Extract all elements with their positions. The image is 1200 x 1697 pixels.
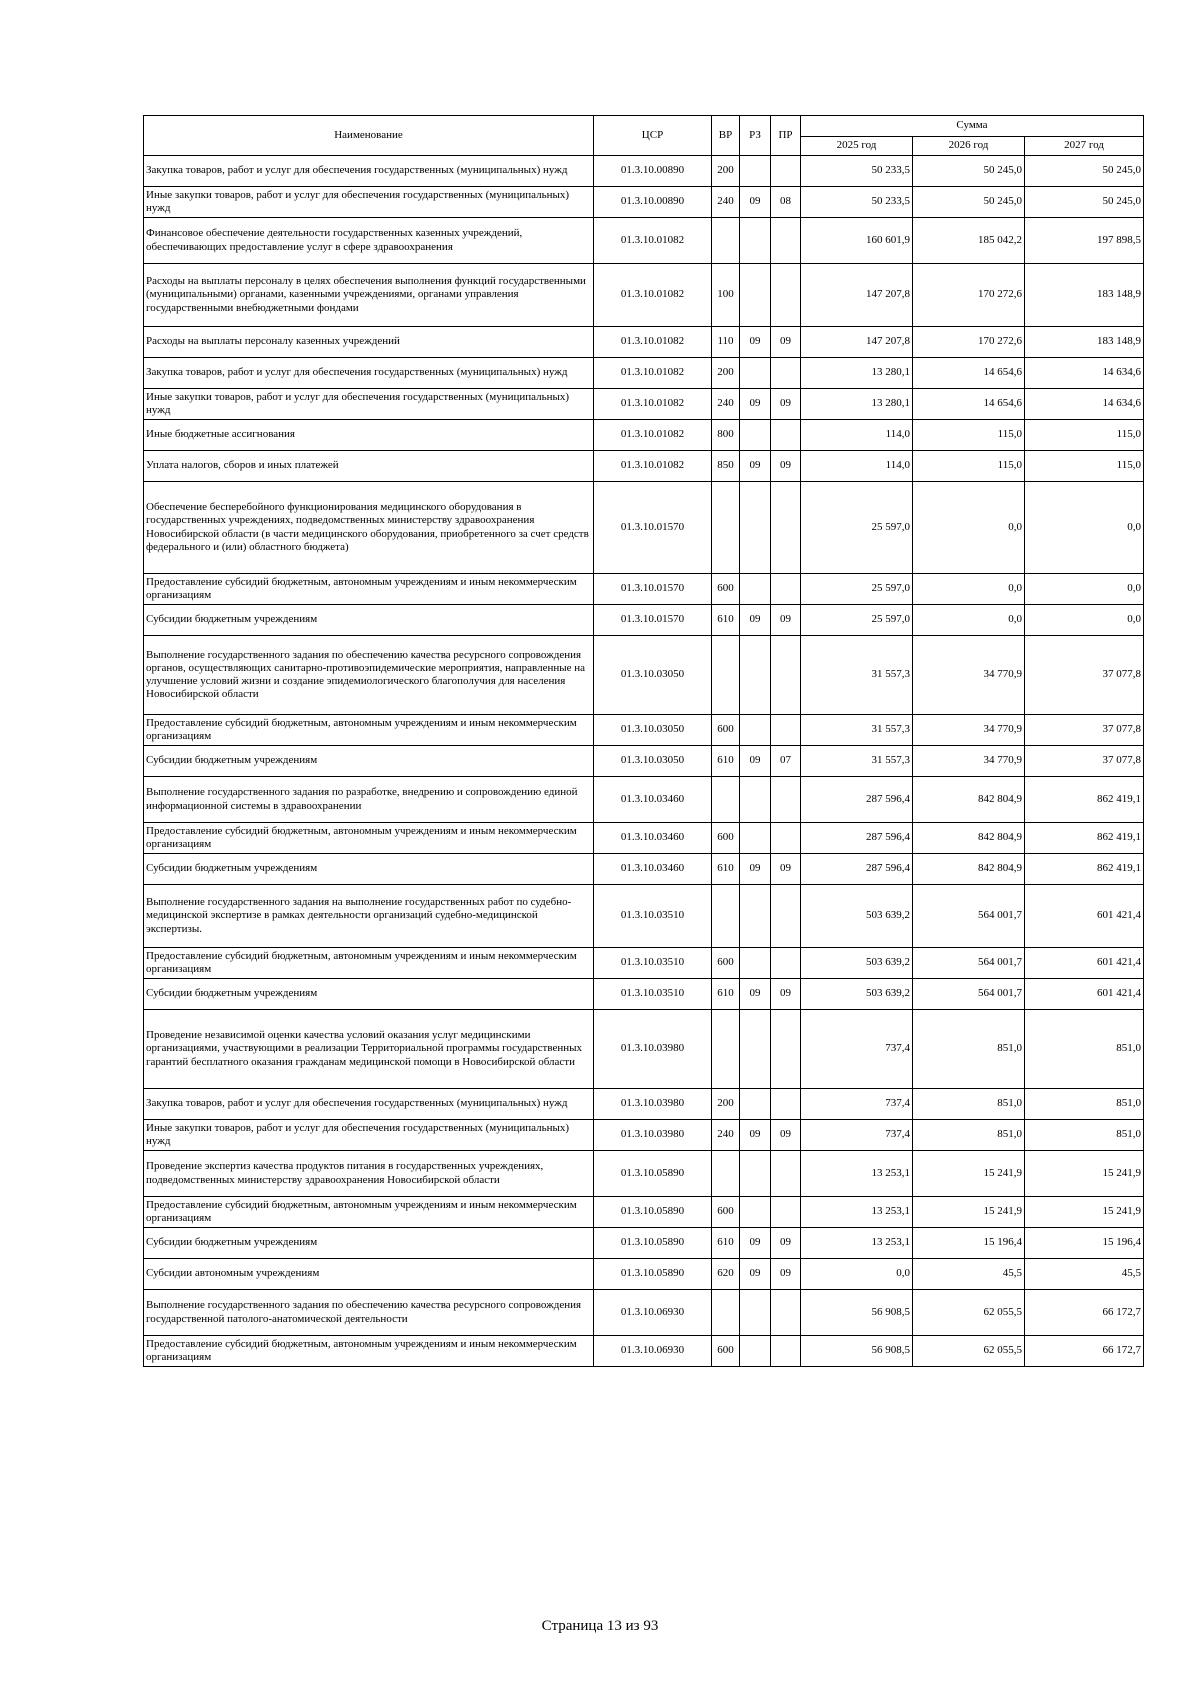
cell-2025: 0,0 bbox=[801, 1259, 913, 1290]
cell-csr: 01.3.10.03050 bbox=[594, 636, 712, 715]
cell-pr bbox=[771, 1010, 801, 1089]
cell-pr bbox=[771, 715, 801, 746]
cell-csr: 01.3.10.06930 bbox=[594, 1336, 712, 1367]
cell-2025: 503 639,2 bbox=[801, 948, 913, 979]
cell-vr: 110 bbox=[712, 327, 740, 358]
cell-name: Предоставление субсидий бюджетным, автономным учреждениям и иным некоммерческим организациям bbox=[144, 715, 594, 746]
cell-pr: 09 bbox=[771, 605, 801, 636]
cell-2025: 287 596,4 bbox=[801, 823, 913, 854]
table-body bbox=[144, 156, 1144, 1367]
cell-csr: 01.3.10.06930 bbox=[594, 1290, 712, 1336]
cell-rz bbox=[740, 1010, 771, 1089]
cell-2026: 15 196,4 bbox=[913, 1228, 1025, 1259]
cell-2026: 34 770,9 bbox=[913, 746, 1025, 777]
cell-2026: 564 001,7 bbox=[913, 979, 1025, 1010]
table-row bbox=[144, 636, 1144, 715]
cell-pr bbox=[771, 885, 801, 948]
cell-name: Уплата налогов, сборов и иных платежей bbox=[144, 451, 594, 482]
cell-2025: 31 557,3 bbox=[801, 746, 913, 777]
cell-vr: 800 bbox=[712, 420, 740, 451]
cell-rz: 09 bbox=[740, 1228, 771, 1259]
cell-vr bbox=[712, 1290, 740, 1336]
cell-vr bbox=[712, 482, 740, 574]
table-row bbox=[144, 1089, 1144, 1120]
cell-name: Субсидии бюджетным учреждениям bbox=[144, 746, 594, 777]
cell-2025: 50 233,5 bbox=[801, 187, 913, 218]
cell-vr bbox=[712, 777, 740, 823]
cell-rz: 09 bbox=[740, 1259, 771, 1290]
cell-rz bbox=[740, 636, 771, 715]
cell-2026: 50 245,0 bbox=[913, 156, 1025, 187]
table-row bbox=[144, 948, 1144, 979]
table-row bbox=[144, 1336, 1144, 1367]
cell-2025: 114,0 bbox=[801, 451, 913, 482]
cell-2026: 0,0 bbox=[913, 605, 1025, 636]
table-row bbox=[144, 327, 1144, 358]
cell-rz bbox=[740, 823, 771, 854]
cell-vr: 240 bbox=[712, 389, 740, 420]
cell-2027: 601 421,4 bbox=[1025, 948, 1144, 979]
cell-2026: 564 001,7 bbox=[913, 885, 1025, 948]
cell-vr: 610 bbox=[712, 979, 740, 1010]
cell-pr bbox=[771, 482, 801, 574]
header-year-2026: 2026 год bbox=[913, 137, 1025, 156]
cell-vr: 200 bbox=[712, 156, 740, 187]
cell-pr: 09 bbox=[771, 389, 801, 420]
cell-csr: 01.3.10.03980 bbox=[594, 1089, 712, 1120]
cell-vr bbox=[712, 1010, 740, 1089]
cell-2027: 851,0 bbox=[1025, 1120, 1144, 1151]
cell-rz bbox=[740, 358, 771, 389]
cell-2026: 564 001,7 bbox=[913, 948, 1025, 979]
cell-pr: 09 bbox=[771, 1120, 801, 1151]
cell-pr bbox=[771, 1151, 801, 1197]
cell-2027: 15 196,4 bbox=[1025, 1228, 1144, 1259]
cell-pr bbox=[771, 636, 801, 715]
cell-2027: 862 419,1 bbox=[1025, 777, 1144, 823]
cell-rz: 09 bbox=[740, 451, 771, 482]
cell-name: Субсидии бюджетным учреждениям bbox=[144, 854, 594, 885]
cell-csr: 01.3.10.03050 bbox=[594, 715, 712, 746]
table-row bbox=[144, 885, 1144, 948]
header-sum: Сумма bbox=[801, 116, 1144, 137]
cell-csr: 01.3.10.01082 bbox=[594, 327, 712, 358]
cell-2025: 50 233,5 bbox=[801, 156, 913, 187]
cell-2027: 601 421,4 bbox=[1025, 979, 1144, 1010]
cell-vr: 610 bbox=[712, 605, 740, 636]
table-row bbox=[144, 218, 1144, 264]
cell-2025: 737,4 bbox=[801, 1010, 913, 1089]
cell-vr: 600 bbox=[712, 1336, 740, 1367]
cell-2026: 851,0 bbox=[913, 1120, 1025, 1151]
cell-name: Проведение экспертиз качества продуктов питания в государственных учреждениях, подведомственных министерству здравоохранения Новосибирской области bbox=[144, 1151, 594, 1197]
cell-2026: 170 272,6 bbox=[913, 264, 1025, 327]
cell-vr: 600 bbox=[712, 823, 740, 854]
table-row bbox=[144, 854, 1144, 885]
cell-name: Иные закупки товаров, работ и услуг для обеспечения государственных (муниципальных) нужд bbox=[144, 389, 594, 420]
cell-name: Иные закупки товаров, работ и услуг для обеспечения государственных (муниципальных) нужд bbox=[144, 1120, 594, 1151]
cell-name: Субсидии автономным учреждениям bbox=[144, 1259, 594, 1290]
cell-vr: 600 bbox=[712, 948, 740, 979]
cell-csr: 01.3.10.01570 bbox=[594, 482, 712, 574]
cell-2027: 197 898,5 bbox=[1025, 218, 1144, 264]
cell-2026: 842 804,9 bbox=[913, 854, 1025, 885]
cell-csr: 01.3.10.03050 bbox=[594, 746, 712, 777]
cell-pr bbox=[771, 574, 801, 605]
cell-csr: 01.3.10.05890 bbox=[594, 1197, 712, 1228]
cell-name: Предоставление субсидий бюджетным, автономным учреждениям и иным некоммерческим организациям bbox=[144, 574, 594, 605]
cell-2025: 287 596,4 bbox=[801, 777, 913, 823]
cell-2027: 115,0 bbox=[1025, 451, 1144, 482]
table-row bbox=[144, 605, 1144, 636]
cell-2025: 31 557,3 bbox=[801, 715, 913, 746]
cell-2025: 160 601,9 bbox=[801, 218, 913, 264]
table-row bbox=[144, 746, 1144, 777]
cell-2027: 66 172,7 bbox=[1025, 1336, 1144, 1367]
cell-pr bbox=[771, 1089, 801, 1120]
cell-rz bbox=[740, 885, 771, 948]
cell-vr: 240 bbox=[712, 1120, 740, 1151]
table-row bbox=[144, 420, 1144, 451]
cell-csr: 01.3.10.00890 bbox=[594, 187, 712, 218]
table-row bbox=[144, 482, 1144, 574]
cell-name: Субсидии бюджетным учреждениям bbox=[144, 979, 594, 1010]
page-number: Страница 13 из 93 bbox=[541, 1618, 659, 1634]
cell-rz: 09 bbox=[740, 389, 771, 420]
cell-2025: 737,4 bbox=[801, 1089, 913, 1120]
cell-rz bbox=[740, 948, 771, 979]
table-row bbox=[144, 264, 1144, 327]
cell-name: Закупка товаров, работ и услуг для обеспечения государственных (муниципальных) нужд bbox=[144, 358, 594, 389]
cell-2026: 842 804,9 bbox=[913, 777, 1025, 823]
cell-csr: 01.3.10.05890 bbox=[594, 1228, 712, 1259]
cell-2025: 147 207,8 bbox=[801, 264, 913, 327]
cell-2027: 115,0 bbox=[1025, 420, 1144, 451]
cell-rz bbox=[740, 1197, 771, 1228]
cell-name: Выполнение государственного задания по обеспечению качества ресурсного сопровождения государственной патолого-анатомической деятельности bbox=[144, 1290, 594, 1336]
cell-name: Выполнение государственного задания по разработке, внедрению и сопровождению единой информационной системы в здравоохранении bbox=[144, 777, 594, 823]
cell-csr: 01.3.10.03460 bbox=[594, 777, 712, 823]
cell-pr bbox=[771, 823, 801, 854]
cell-2027: 15 241,9 bbox=[1025, 1151, 1144, 1197]
cell-pr bbox=[771, 1290, 801, 1336]
cell-name: Субсидии бюджетным учреждениям bbox=[144, 605, 594, 636]
cell-rz bbox=[740, 1336, 771, 1367]
cell-pr bbox=[771, 156, 801, 187]
cell-name: Расходы на выплаты персоналу казенных учреждений bbox=[144, 327, 594, 358]
header-year-2025: 2025 год bbox=[801, 137, 913, 156]
cell-rz bbox=[740, 574, 771, 605]
cell-2026: 851,0 bbox=[913, 1010, 1025, 1089]
cell-csr: 01.3.10.05890 bbox=[594, 1151, 712, 1197]
cell-2026: 34 770,9 bbox=[913, 636, 1025, 715]
table-row bbox=[144, 451, 1144, 482]
cell-rz bbox=[740, 1290, 771, 1336]
cell-rz bbox=[740, 156, 771, 187]
table-row bbox=[144, 1259, 1144, 1290]
cell-vr: 600 bbox=[712, 574, 740, 605]
cell-2026: 115,0 bbox=[913, 420, 1025, 451]
cell-2027: 45,5 bbox=[1025, 1259, 1144, 1290]
cell-csr: 01.3.10.01570 bbox=[594, 605, 712, 636]
cell-2027: 601 421,4 bbox=[1025, 885, 1144, 948]
cell-name: Обеспечение бесперебойного функционирования медицинского оборудования в государственных учреждениях, подведомственных министерству здравоохранения Новосибирской области (в части медицинского оборудования, приобретенного за счет средств федерального и (или) областного бюджета) bbox=[144, 482, 594, 574]
cell-csr: 01.3.10.03460 bbox=[594, 823, 712, 854]
cell-csr: 01.3.10.03510 bbox=[594, 948, 712, 979]
cell-pr bbox=[771, 264, 801, 327]
cell-2025: 503 639,2 bbox=[801, 979, 913, 1010]
cell-pr: 09 bbox=[771, 979, 801, 1010]
cell-rz: 09 bbox=[740, 979, 771, 1010]
table-row bbox=[144, 777, 1144, 823]
cell-vr: 200 bbox=[712, 358, 740, 389]
cell-2025: 25 597,0 bbox=[801, 605, 913, 636]
cell-name: Финансовое обеспечение деятельности государственных казенных учреждений, обеспечивающих предоставление услуг в сфере здравоохранения bbox=[144, 218, 594, 264]
cell-csr: 01.3.10.01082 bbox=[594, 420, 712, 451]
cell-name: Предоставление субсидий бюджетным, автономным учреждениям и иным некоммерческим организациям bbox=[144, 1336, 594, 1367]
table-row bbox=[144, 1151, 1144, 1197]
cell-2026: 45,5 bbox=[913, 1259, 1025, 1290]
cell-name: Предоставление субсидий бюджетным, автономным учреждениям и иным некоммерческим организациям bbox=[144, 823, 594, 854]
cell-csr: 01.3.10.01082 bbox=[594, 451, 712, 482]
table-row bbox=[144, 1010, 1144, 1089]
cell-2025: 13 280,1 bbox=[801, 389, 913, 420]
cell-2025: 13 253,1 bbox=[801, 1197, 913, 1228]
cell-2027: 50 245,0 bbox=[1025, 187, 1144, 218]
cell-pr bbox=[771, 358, 801, 389]
table-row bbox=[144, 1290, 1144, 1336]
cell-vr bbox=[712, 218, 740, 264]
table-row bbox=[144, 979, 1144, 1010]
cell-pr: 09 bbox=[771, 327, 801, 358]
cell-2027: 37 077,8 bbox=[1025, 636, 1144, 715]
table-row bbox=[144, 1197, 1144, 1228]
cell-csr: 01.3.10.03460 bbox=[594, 854, 712, 885]
cell-csr: 01.3.10.03510 bbox=[594, 979, 712, 1010]
cell-2027: 862 419,1 bbox=[1025, 854, 1144, 885]
cell-name: Иные бюджетные ассигнования bbox=[144, 420, 594, 451]
table-row bbox=[144, 715, 1144, 746]
cell-csr: 01.3.10.01082 bbox=[594, 218, 712, 264]
cell-vr: 600 bbox=[712, 715, 740, 746]
cell-name: Закупка товаров, работ и услуг для обеспечения государственных (муниципальных) нужд bbox=[144, 156, 594, 187]
cell-csr: 01.3.10.00890 bbox=[594, 156, 712, 187]
cell-name: Иные закупки товаров, работ и услуг для обеспечения государственных (муниципальных) нужд bbox=[144, 187, 594, 218]
header-rz: РЗ bbox=[740, 116, 771, 156]
cell-csr: 01.3.10.05890 bbox=[594, 1259, 712, 1290]
cell-2027: 183 148,9 bbox=[1025, 327, 1144, 358]
cell-2025: 13 253,1 bbox=[801, 1228, 913, 1259]
table-row bbox=[144, 358, 1144, 389]
table-row bbox=[144, 156, 1144, 187]
cell-2027: 862 419,1 bbox=[1025, 823, 1144, 854]
cell-vr bbox=[712, 885, 740, 948]
cell-2027: 0,0 bbox=[1025, 605, 1144, 636]
cell-name: Предоставление субсидий бюджетным, автономным учреждениям и иным некоммерческим организациям bbox=[144, 1197, 594, 1228]
table-row bbox=[144, 823, 1144, 854]
header-csr: ЦСР bbox=[594, 116, 712, 156]
cell-vr: 240 bbox=[712, 187, 740, 218]
cell-pr bbox=[771, 1197, 801, 1228]
cell-csr: 01.3.10.03980 bbox=[594, 1010, 712, 1089]
header-row bbox=[144, 116, 1144, 137]
cell-pr bbox=[771, 420, 801, 451]
cell-pr: 09 bbox=[771, 1228, 801, 1259]
cell-2025: 25 597,0 bbox=[801, 574, 913, 605]
cell-pr: 09 bbox=[771, 451, 801, 482]
cell-2026: 842 804,9 bbox=[913, 823, 1025, 854]
cell-vr bbox=[712, 636, 740, 715]
cell-rz: 09 bbox=[740, 1120, 771, 1151]
cell-2025: 56 908,5 bbox=[801, 1290, 913, 1336]
cell-pr: 08 bbox=[771, 187, 801, 218]
cell-2025: 25 597,0 bbox=[801, 482, 913, 574]
cell-2026: 14 654,6 bbox=[913, 358, 1025, 389]
cell-vr: 850 bbox=[712, 451, 740, 482]
cell-pr: 09 bbox=[771, 854, 801, 885]
cell-2026: 15 241,9 bbox=[913, 1151, 1025, 1197]
cell-2025: 147 207,8 bbox=[801, 327, 913, 358]
cell-2025: 13 253,1 bbox=[801, 1151, 913, 1197]
cell-vr: 200 bbox=[712, 1089, 740, 1120]
cell-2026: 851,0 bbox=[913, 1089, 1025, 1120]
cell-2027: 14 634,6 bbox=[1025, 389, 1144, 420]
table-row bbox=[144, 1228, 1144, 1259]
cell-2027: 37 077,8 bbox=[1025, 715, 1144, 746]
cell-rz bbox=[740, 1089, 771, 1120]
cell-vr: 620 bbox=[712, 1259, 740, 1290]
header-year-2027: 2027 год bbox=[1025, 137, 1144, 156]
cell-2025: 503 639,2 bbox=[801, 885, 913, 948]
cell-vr: 100 bbox=[712, 264, 740, 327]
cell-2027: 0,0 bbox=[1025, 574, 1144, 605]
header-pr: ПР bbox=[771, 116, 801, 156]
cell-vr: 610 bbox=[712, 1228, 740, 1259]
cell-vr: 610 bbox=[712, 854, 740, 885]
cell-2027: 66 172,7 bbox=[1025, 1290, 1144, 1336]
table-row bbox=[144, 574, 1144, 605]
cell-vr: 600 bbox=[712, 1197, 740, 1228]
cell-2026: 0,0 bbox=[913, 574, 1025, 605]
cell-2026: 185 042,2 bbox=[913, 218, 1025, 264]
header-vr: ВР bbox=[712, 116, 740, 156]
cell-2027: 851,0 bbox=[1025, 1089, 1144, 1120]
cell-2027: 15 241,9 bbox=[1025, 1197, 1144, 1228]
cell-rz bbox=[740, 777, 771, 823]
cell-2025: 737,4 bbox=[801, 1120, 913, 1151]
cell-rz: 09 bbox=[740, 187, 771, 218]
cell-2026: 62 055,5 bbox=[913, 1336, 1025, 1367]
cell-2027: 0,0 bbox=[1025, 482, 1144, 574]
cell-rz: 09 bbox=[740, 854, 771, 885]
cell-name: Расходы на выплаты персоналу в целях обеспечения выполнения функций государственными (муниципальными) органами, казенными учреждениями, органами управления государственными внебюджетными фондами bbox=[144, 264, 594, 327]
cell-2026: 15 241,9 bbox=[913, 1197, 1025, 1228]
cell-rz bbox=[740, 420, 771, 451]
table-row bbox=[144, 389, 1144, 420]
cell-2027: 14 634,6 bbox=[1025, 358, 1144, 389]
cell-csr: 01.3.10.01082 bbox=[594, 264, 712, 327]
cell-csr: 01.3.10.03980 bbox=[594, 1120, 712, 1151]
cell-2025: 114,0 bbox=[801, 420, 913, 451]
cell-2025: 287 596,4 bbox=[801, 854, 913, 885]
cell-rz: 09 bbox=[740, 746, 771, 777]
cell-2026: 170 272,6 bbox=[913, 327, 1025, 358]
budget-table bbox=[143, 115, 1144, 1367]
cell-pr: 07 bbox=[771, 746, 801, 777]
cell-csr: 01.3.10.01082 bbox=[594, 358, 712, 389]
cell-2026: 14 654,6 bbox=[913, 389, 1025, 420]
cell-rz bbox=[740, 218, 771, 264]
cell-2026: 0,0 bbox=[913, 482, 1025, 574]
cell-csr: 01.3.10.03510 bbox=[594, 885, 712, 948]
cell-pr bbox=[771, 1336, 801, 1367]
cell-rz bbox=[740, 482, 771, 574]
cell-csr: 01.3.10.01570 bbox=[594, 574, 712, 605]
cell-pr: 09 bbox=[771, 1259, 801, 1290]
cell-name: Выполнение государственного задания на выполнение государственных работ по судебно-медицинской экспертизе в рамках деятельности организаций судебно-медицинской экспертизы. bbox=[144, 885, 594, 948]
cell-2025: 31 557,3 bbox=[801, 636, 913, 715]
cell-name: Закупка товаров, работ и услуг для обеспечения государственных (муниципальных) нужд bbox=[144, 1089, 594, 1120]
cell-name: Выполнение государственного задания по обеспечению качества ресурсного сопровождения органов, осуществляющих санитарно-противоэпидемические мероприятия, направленные на улучшение условий жизни и создание эпидемиологического благополучия для населения Новосибирской области bbox=[144, 636, 594, 715]
cell-pr bbox=[771, 218, 801, 264]
cell-2026: 62 055,5 bbox=[913, 1290, 1025, 1336]
table-row bbox=[144, 1120, 1144, 1151]
cell-2026: 115,0 bbox=[913, 451, 1025, 482]
cell-vr: 610 bbox=[712, 746, 740, 777]
cell-2027: 183 148,9 bbox=[1025, 264, 1144, 327]
cell-2026: 34 770,9 bbox=[913, 715, 1025, 746]
cell-2027: 37 077,8 bbox=[1025, 746, 1144, 777]
cell-rz bbox=[740, 1151, 771, 1197]
cell-pr bbox=[771, 948, 801, 979]
cell-name: Субсидии бюджетным учреждениям bbox=[144, 1228, 594, 1259]
cell-rz bbox=[740, 264, 771, 327]
cell-name: Проведение независимой оценки качества условий оказания услуг медицинскими организациями, участвующими в реализации Территориальной программы государственных гарантий бесплатного оказания гражданам медицинской помощи в Новосибирской области bbox=[144, 1010, 594, 1089]
cell-rz bbox=[740, 715, 771, 746]
cell-2025: 13 280,1 bbox=[801, 358, 913, 389]
cell-pr bbox=[771, 777, 801, 823]
cell-2027: 851,0 bbox=[1025, 1010, 1144, 1089]
cell-rz: 09 bbox=[740, 605, 771, 636]
cell-vr bbox=[712, 1151, 740, 1197]
header-name: Наименование bbox=[144, 116, 594, 156]
table-row bbox=[144, 187, 1144, 218]
cell-rz: 09 bbox=[740, 327, 771, 358]
cell-name: Предоставление субсидий бюджетным, автономным учреждениям и иным некоммерческим организациям bbox=[144, 948, 594, 979]
cell-2025: 56 908,5 bbox=[801, 1336, 913, 1367]
cell-csr: 01.3.10.01082 bbox=[594, 389, 712, 420]
cell-2027: 50 245,0 bbox=[1025, 156, 1144, 187]
cell-2026: 50 245,0 bbox=[913, 187, 1025, 218]
